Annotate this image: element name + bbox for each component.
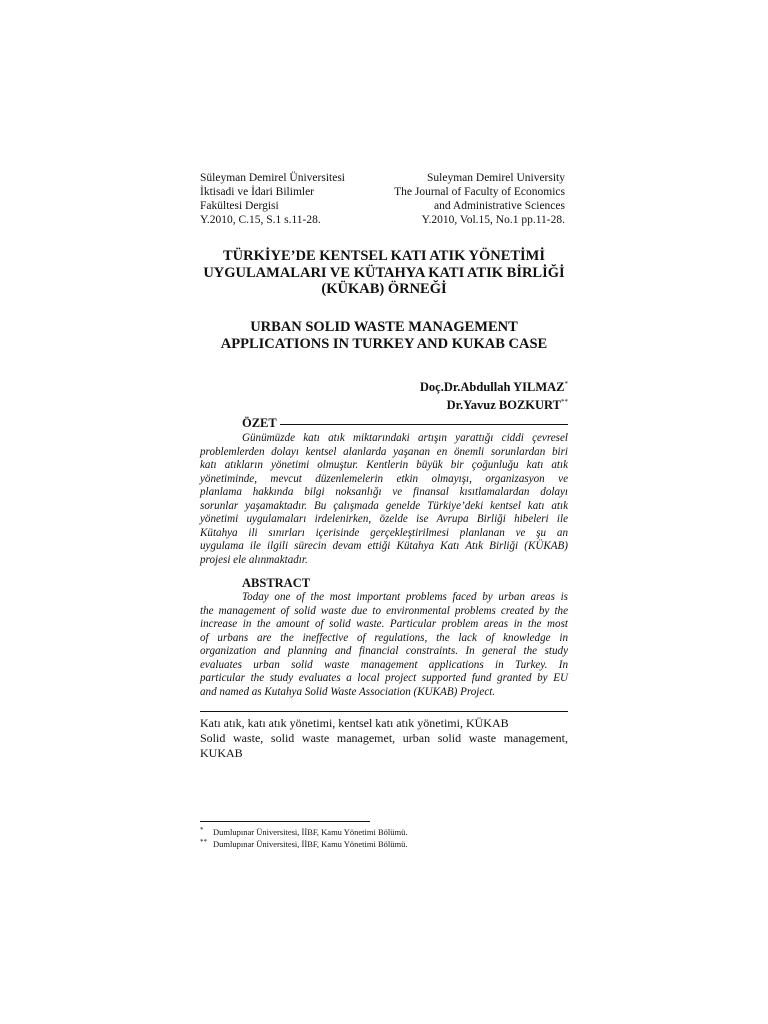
- abstract-line: organization and planning and financial constraints. In general the study: [200, 645, 568, 657]
- header-line: Y.2010, C.15, S.1 s.11-28.: [200, 214, 321, 226]
- author-name: Dr.Yavuz BOZKURT: [446, 398, 561, 412]
- ozet-line: Günümüzde katı atık miktarındaki artışın yarattığı ciddi çevresel: [242, 432, 568, 444]
- ozet-line: sorunlar yaşamaktadır. Bu çalışmada genelde Türkiye’deki kentsel katı atık: [200, 499, 568, 512]
- abstract-line: of urbans are the ineffective of regulations, the lack of knowledge in: [200, 631, 568, 644]
- abstract-line: particular the study evaluates a local project supported fund granted by EU: [200, 672, 568, 684]
- ozet-paragraph: [200, 432, 568, 567]
- keywords-english: KUKAB: [200, 746, 243, 760]
- title-line: UYGULAMALARI VE KÜTAHYA KATI ATIK BİRLİĞİ: [203, 264, 565, 281]
- header-line: The Journal of Faculty of Economics: [394, 186, 565, 198]
- abstract-paragraph: [200, 591, 568, 699]
- article-title-turkish: [200, 248, 568, 298]
- ozet-line: yönetiminde, mevcut düzenlemelerin etkin olmayışı, organizasyon ve: [200, 472, 568, 485]
- author-list: [300, 377, 568, 413]
- abstract-line: and named as Kutahya Solid Waste Association (KUKAB) Project.: [200, 685, 496, 698]
- footnote-rule: [200, 821, 370, 822]
- author: [300, 377, 568, 395]
- abstract-line: evaluates urban solid waste management applications in Turkey. In: [200, 658, 568, 671]
- author: [300, 395, 568, 413]
- title-line: URBAN SOLID WASTE MANAGEMENT: [250, 319, 518, 335]
- ozet-line: projesi ele alınmaktadır.: [200, 553, 308, 566]
- header-line: İktisadi ve İdari Bilimler: [200, 186, 315, 198]
- keywords-english: Solid waste, solid waste managemet, urban solid waste management,: [200, 731, 568, 745]
- title-line: (KÜKAB) ÖRNEĞİ: [321, 281, 447, 297]
- abstract-line: increase in the amount of solid waste. Particular problem areas in the most: [200, 618, 568, 630]
- abstract-heading: ABSTRACT: [242, 576, 311, 590]
- ozet-line: Kütahya ili sınırları içerisinde gerçekleştirilmesi planlanan ve şu an: [200, 526, 568, 539]
- ozet-line: yönetimi uygulamaları irdelenirken, özelde ise Avrupa Birliği hibeleri ile: [200, 513, 568, 525]
- title-line: APPLICATIONS IN TURKEY AND KUKAB CASE: [220, 335, 548, 352]
- ozet-line: problemlerden dolayı kentsel alanlarda yaşanan en önemli sorunlardan biri: [200, 445, 568, 458]
- author-footnote-mark: **: [561, 398, 568, 406]
- keywords-block: [200, 716, 568, 761]
- footnote-mark: **: [200, 838, 207, 846]
- keywords-turkish: Katı atık, katı atık yönetimi, kentsel katı atık yönetimi, KÜKAB: [200, 716, 509, 730]
- footnotes: [200, 826, 568, 850]
- footnote-text: Dumlupınar Üniversitesi, İİBF, Kamu Yönetimi Bölümü.: [213, 839, 408, 849]
- header-line: and Administrative Sciences: [434, 200, 565, 212]
- article-title-english: [200, 319, 568, 352]
- footnote: [200, 838, 568, 850]
- ozet-line: planlama hakkında bilgi noksanlığı ve finansal kısıtlamalardan dolayı: [200, 486, 568, 498]
- title-line: TÜRKİYE’DE KENTSEL KATI ATIK YÖNETİMİ: [222, 248, 546, 264]
- abstract-line: Today one of the most important problems faced by urban areas is: [242, 591, 568, 603]
- header-line: Y.2010, Vol.15, No.1 pp.11-28.: [421, 214, 565, 226]
- ozet-line: uygulama ile ilgili sürecin devam ettiği Kütahya Katı Atık Birliği (KÜKAB): [200, 540, 568, 552]
- ozet-line: katı atıkların yönetimi olmuştur. Kentlerin büyük bir çoğunluğu katı atık: [200, 459, 568, 471]
- footnote-mark: *: [200, 826, 204, 834]
- header-line: Süleyman Demirel Üniversitesi: [200, 172, 345, 184]
- author-name: Doç.Dr.Abdullah YILMAZ: [419, 380, 565, 394]
- ozet-heading: ÖZET: [242, 416, 277, 430]
- footnote-text: Dumlupınar Üniversitesi, İİBF, Kamu Yönetimi Bölümü.: [213, 827, 408, 837]
- header-line: Suleyman Demirel University: [427, 172, 565, 184]
- keywords-rule: [200, 711, 568, 712]
- header-line: Fakültesi Dergisi: [200, 200, 279, 212]
- footnote: [200, 826, 568, 838]
- abstract-line: the management of solid waste due to environmental problems created by the: [200, 604, 568, 617]
- ozet-rule: [280, 424, 568, 425]
- journal-header-english: [336, 171, 565, 227]
- author-footnote-mark: *: [564, 380, 568, 388]
